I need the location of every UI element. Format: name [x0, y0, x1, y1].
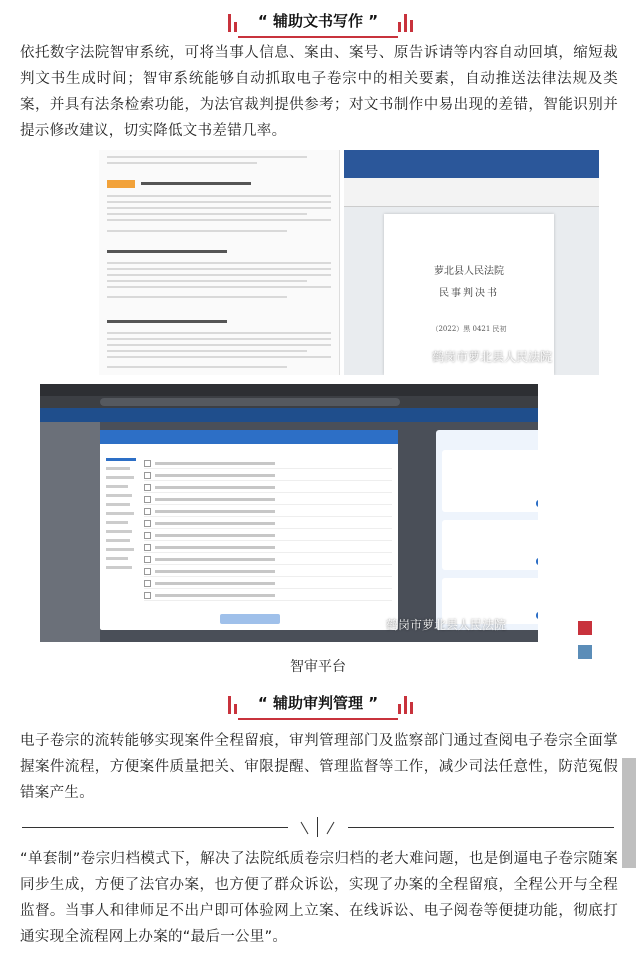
heading-bars-right: [398, 14, 413, 32]
editor-ribbon: [344, 178, 599, 207]
document-case-number: （2022）黑 0421 民初: [431, 325, 507, 333]
dialog-header: [100, 430, 398, 444]
section-heading-management: [0, 686, 636, 726]
document-court-name: 萝北县人民法院: [434, 266, 504, 277]
browser-address-bar: [40, 396, 538, 408]
figure-caption: 智审平台: [290, 659, 346, 675]
heading-bars-left: [228, 696, 237, 714]
case-search-results: [99, 150, 340, 375]
heading-bars-right: [398, 696, 413, 714]
decor-square-red: [578, 621, 592, 635]
case-recommendation-panel: [436, 430, 538, 630]
platform-header: [40, 408, 538, 422]
document-type: 民事判决书: [439, 288, 499, 299]
element-selection-dialog: [100, 430, 398, 630]
section-title: “ 辅助审判管理 ”: [257, 694, 379, 712]
title-underline: [238, 36, 398, 38]
editor-title-bar: [344, 150, 599, 178]
paragraph-archiving: “单套制”卷宗归档模式下，解决了法院纸质卷宗归档的老大难问题，也是倒逼电子卷宗随案同步生成，方便了法官办案，也方便了群众诉讼，实现了办案的全程留痕，全程公开与全程监督。当事人和律师足不出户即可体验网上立案、在线诉讼、电子阅卷等便捷功能，彻底打通实现全流程网上办案的“最后一公里”。: [20, 851, 618, 945]
scrollbar-thumb[interactable]: [622, 758, 636, 868]
platform-sidebar: [40, 422, 100, 642]
browser-tab-bar: [40, 384, 538, 396]
watermark: 鹤岗市萝北县人民法院: [432, 350, 553, 364]
screenshot-document-editor: [99, 150, 599, 375]
dialog-element-list: [144, 460, 392, 604]
title-underline: [238, 718, 398, 720]
section-title: “ 辅助文书写作 ”: [257, 12, 379, 30]
dialog-category-tree: [106, 458, 140, 608]
section-heading-writing: [0, 4, 636, 44]
watermark: 鹤岗市萝北县人民法院: [386, 618, 507, 632]
paragraph-writing: 依托数字法院智审系统，可将当事人信息、案由、案号、原告诉请等内容自动回填，缩短裁判文书生成时间；智审系统能够自动抓取电子卷宗中的相关要素，自动推送法律法规及类案，并具有法条检索功能，为法官裁判提供参考；对文书制作中易出现的差错，智能识别并提示修改建议，切实降低文书差错几率。: [20, 45, 618, 139]
heading-bars-left: [228, 14, 237, 32]
section-divider: [0, 823, 636, 839]
word-processor-window: [344, 150, 599, 375]
paragraph-management: 电子卷宗的流转能够实现案件全程留痕，审判管理部门及监察部门通过查阅电子卷宗全面掌握案件流程，方便案件质量把关、审限提醒、管理监督等工作，减少司法任意性，防范冤假错案产生。: [20, 733, 618, 801]
decor-square-blue: [578, 645, 592, 659]
screenshot-trial-platform: [40, 384, 538, 642]
dialog-confirm-button: [220, 614, 280, 624]
